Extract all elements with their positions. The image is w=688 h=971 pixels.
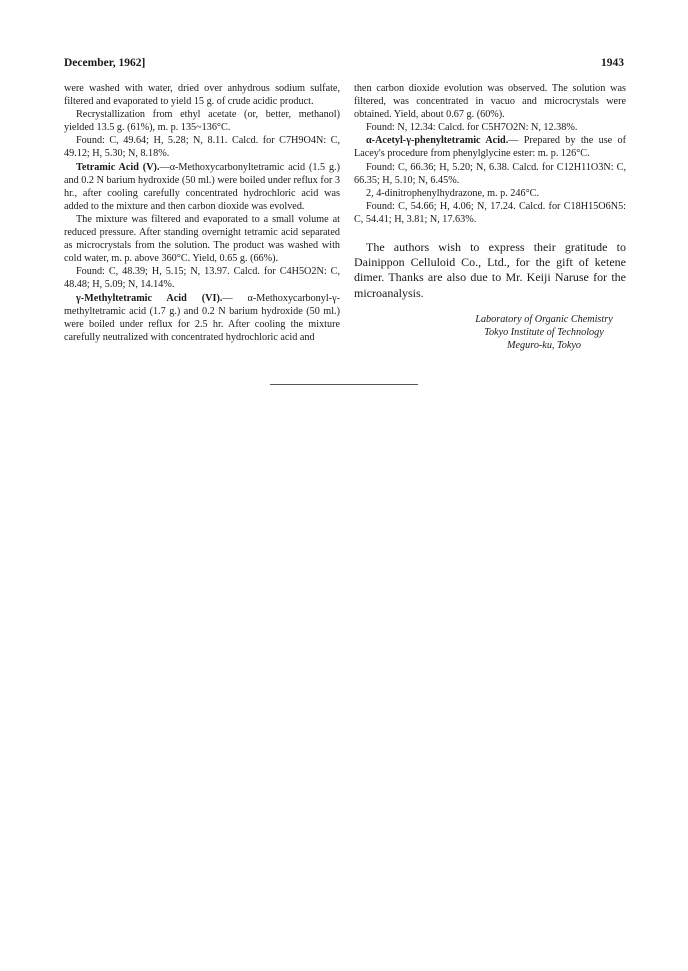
paragraph: 2, 4-dinitrophenylhydrazone, m. p. 246°C. xyxy=(366,187,539,199)
affiliation xyxy=(354,313,626,352)
paragraph: γ-Methyltetramic Acid (VI).— α-Methoxycarbonyl-γ-methyltetramic acid (1.7 g.) and 0.2 N barium hydroxide (50 ml.) were boiled under reflux for 2.5 hr. After cooling the mixture carefully neutralized with concentrated hydrochloric acid and xyxy=(64,292,340,343)
compound-title: Tetramic Acid (V). xyxy=(76,161,160,173)
paragraph: The mixture was filtered and evaporated to a small volume at reduced pressure. After standing overnight tetramic acid separated as microcrystals from the solution. The product was washed with cold water, m. p. above 360°C. Yield, 0.65 g. (66%). xyxy=(64,213,340,265)
paragraph: then carbon dioxide evolution was observed. The solution was filtered, was concentrated in vacuo and microcrystals were obtained. Yield, about 0.67 g. (60%). xyxy=(354,83,626,121)
affiliation-line: Meguro-ku, Tokyo xyxy=(507,340,581,352)
compound-title: α-Acetyl-γ-phenyltetramic Acid. xyxy=(366,135,509,147)
page-number: 1943 xyxy=(601,57,624,69)
paragraph: were washed with water, dried over anhydrous sodium sulfate, filtered and evaporated to yield 15 g. of crude acidic product. xyxy=(64,83,340,108)
paragraph: Found: N, 12.34: Calcd. for C5H7O2N: N, 12.38%. xyxy=(366,122,578,134)
paragraph: Found: C, 49.64; H, 5.28; N, 8.11. Calcd. for C7H9O4N: C, 49.12; H, 5.30; N, 8.18%. xyxy=(64,135,340,160)
running-header-date: December, 1962] xyxy=(64,57,146,69)
affiliation-line: Laboratory of Organic Chemistry xyxy=(475,313,613,325)
paragraph: Found: C, 66.36; H, 5.20; N, 6.38. Calcd. for C12H11O3N: C, 66.35; H, 5.10; N, 6.45%. xyxy=(354,161,626,186)
paragraph: Found: C, 48.39; H, 5.15; N, 13.97. Calcd. for C4H5O2N: C, 48.48; H, 5.09; N, 14.14%. xyxy=(64,266,340,291)
section-divider xyxy=(270,384,418,385)
left-column xyxy=(64,82,340,344)
paragraph: Tetramic Acid (V).—α-Methoxycarbonyltetramic acid (1.5 g.) and 0.2 N barium hydroxide (50 ml.) were boiled under reflux for 3 hr., after cooling carefully concentrated hydrochloric acid was added to the mixture and then carbon dioxide was evolved. xyxy=(64,161,340,212)
right-column xyxy=(354,82,626,352)
acknowledgement: The authors wish to express their gratitude to Dainippon Celluloid Co., Ltd., for the gift of ketene dimer. Thanks are also due to Mr. Keiji Naruse for the microanalysis. xyxy=(354,240,626,300)
paragraph: Found: C, 54.66; H, 4.06; N, 17.24. Calcd. for C18H15O6N5: C, 54.41; H, 3.81; N, 17.63%. xyxy=(354,200,626,225)
compound-title: γ-Methyltetramic Acid (VI). xyxy=(76,292,223,304)
paragraph: Recrystallization from ethyl acetate (or, better, methanol) yielded 13.5 g. (61%), m. p. 135~136°C. xyxy=(64,109,340,134)
affiliation-line: Tokyo Institute of Technology xyxy=(484,326,604,338)
paragraph: α-Acetyl-γ-phenyltetramic Acid.— Prepared by the use of Lacey's procedure from phenylglycine ester: m. p. 126°C. xyxy=(354,135,626,160)
